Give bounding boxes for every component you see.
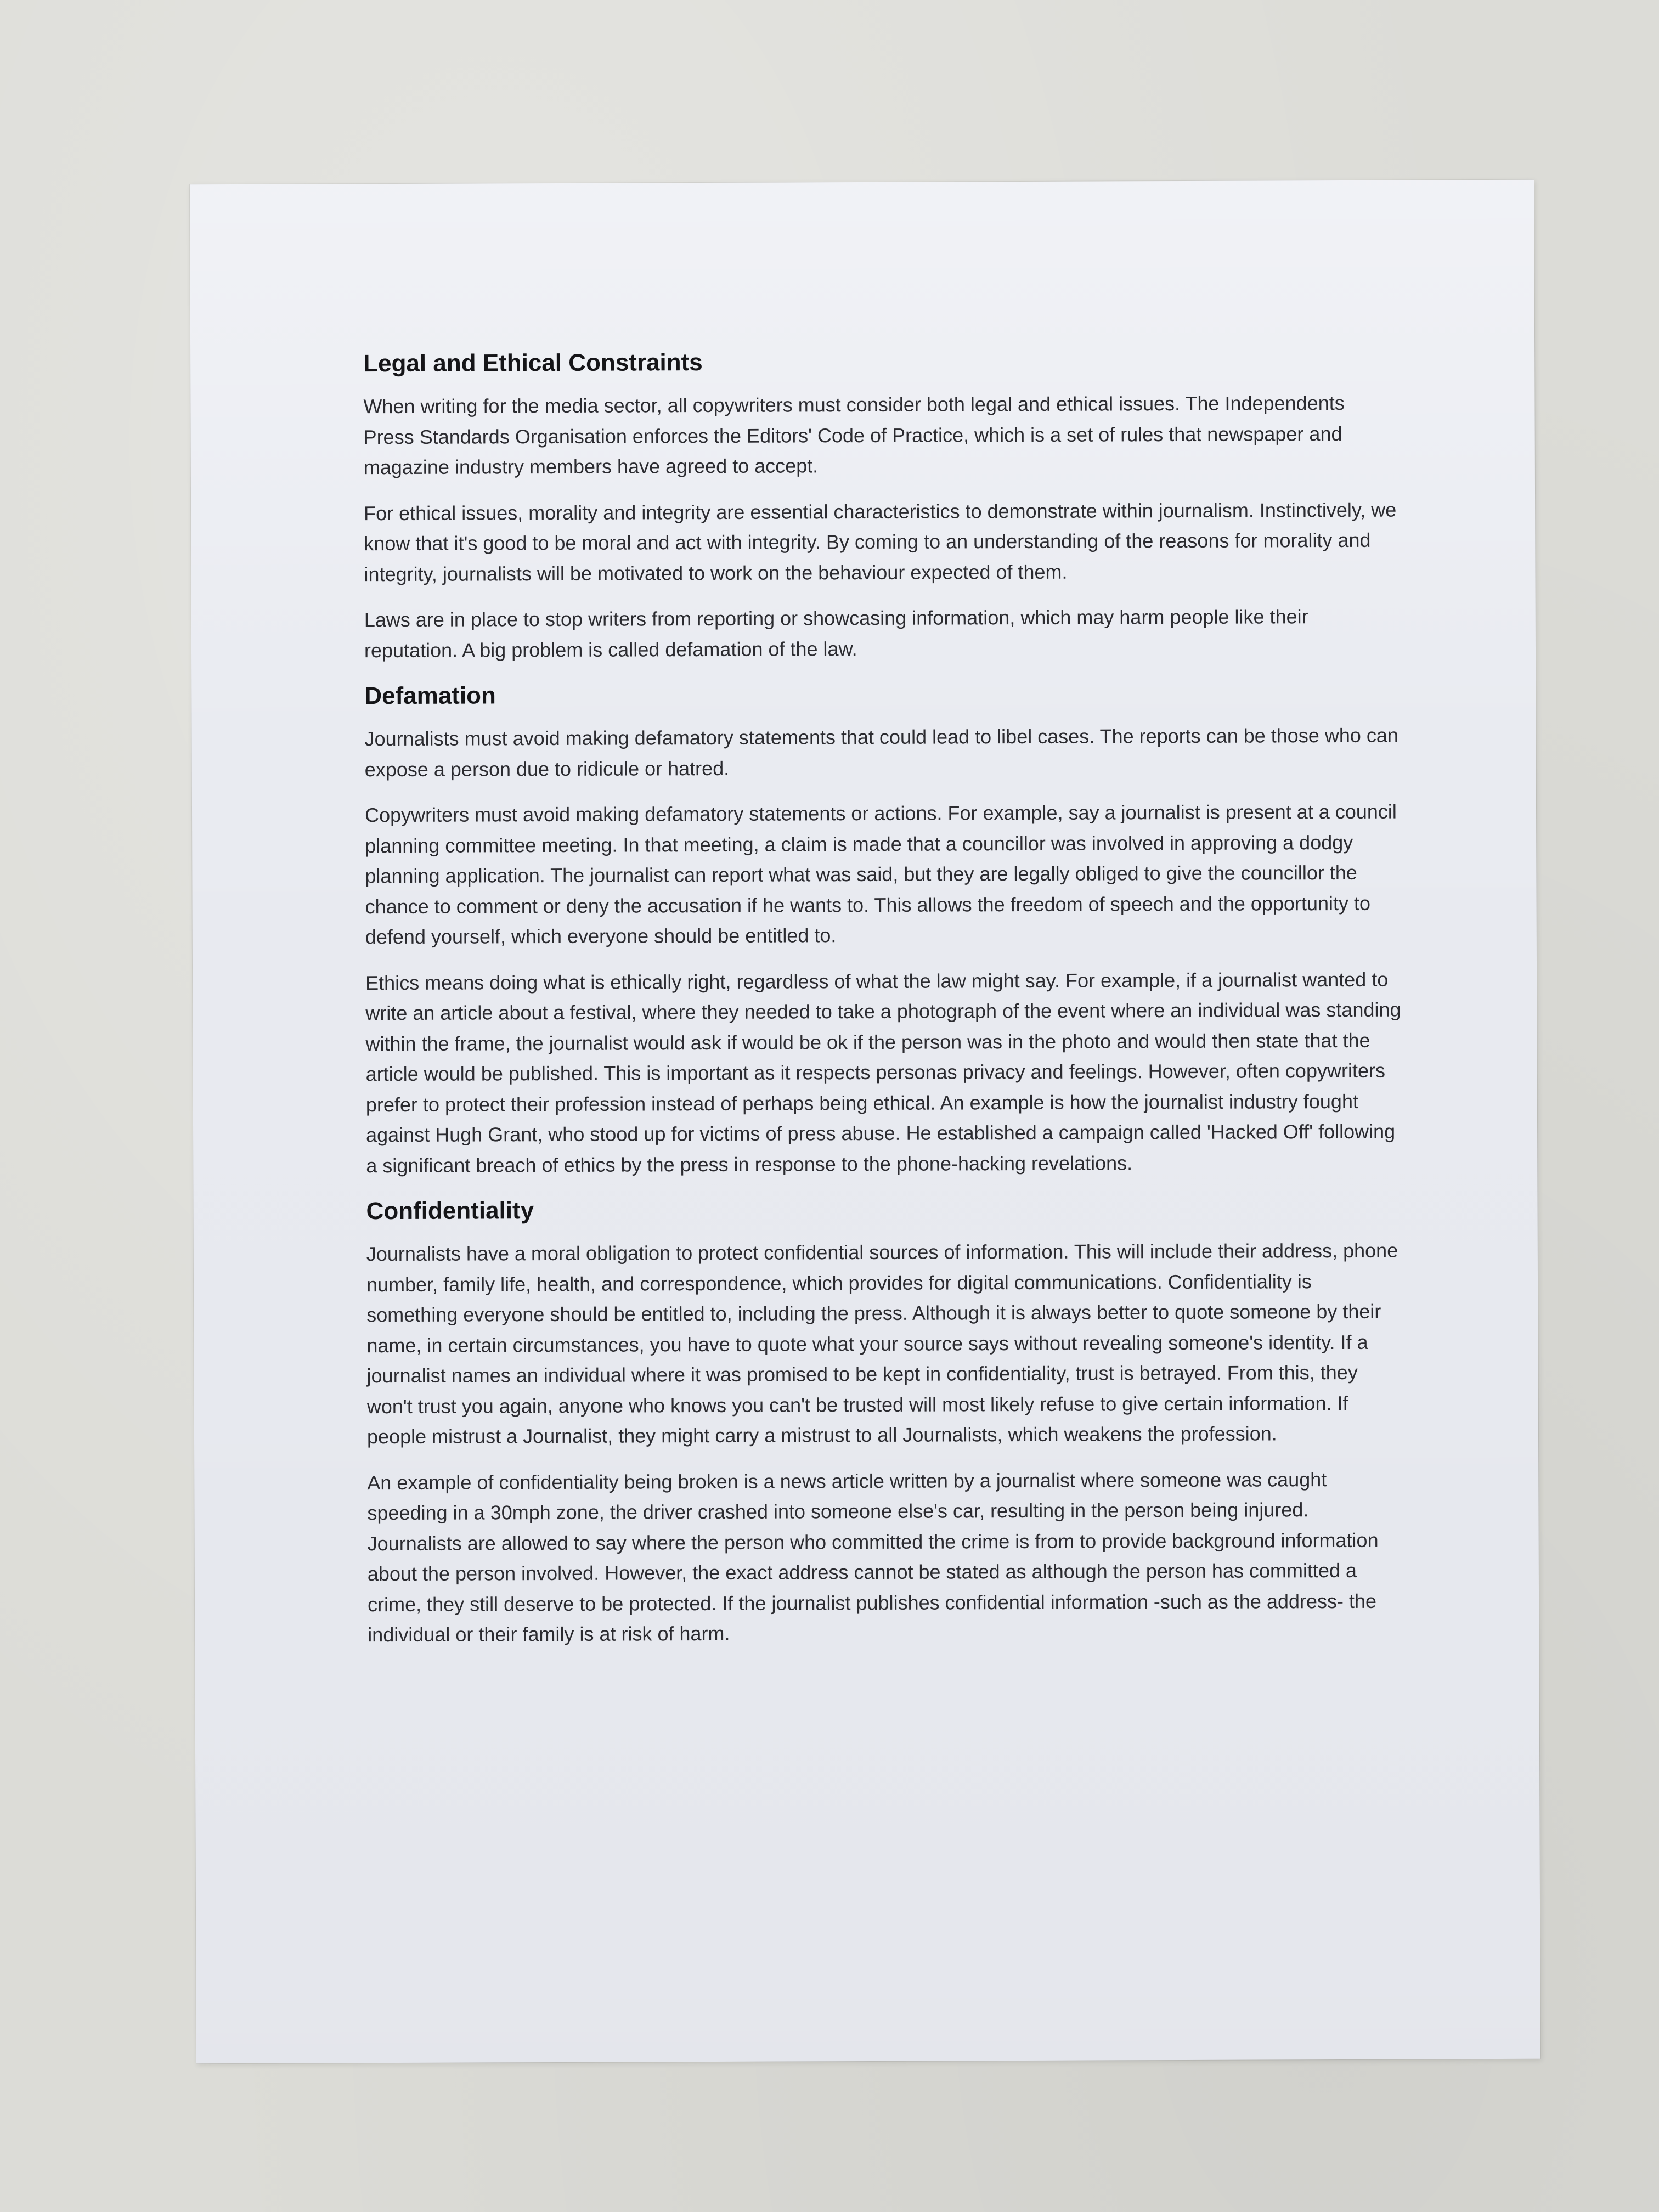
intro-paragraph-3: Laws are in place to stop writers from reporting or showcasing information, which may harm people like their reputation. A big problem is called defamation of the law.: [364, 605, 1308, 662]
intro-paragraph-1: When writing for the media sector, all copywriters must consider both legal and ethical issues. The Independents Press Standards Organisation enforces the Editors' Code of Practice, which is a set of rules that newspaper and magazine industry members have agreed to accept.: [363, 391, 1345, 479]
confidentiality-paragraph-2: An example of confidentiality being broken is a news article written by a journalist where someone was caught speeding in a 30mph zone, the driver crashed into someone else's car, resulting in the person being injured. Journalists are allowed to say where the person who committed the crime is from to provide background information about the person involved. However, the exact address cannot be stated as although the person has committed a crime, they still deserve to be protected. If the journalist publishes confidential information -such as the address- the individual or their family is at risk of harm.: [367, 1468, 1379, 1646]
defamation-paragraph-1: Journalists must avoid making defamatory statements that could lead to libel cases. The reports can be those who can expose a person due to ridicule or hatred.: [364, 724, 1398, 781]
intro-paragraph-2: For ethical issues, morality and integrity are essential characteristics to demonstrate within journalism. Instinctively, we know that it's good to be moral and act with integrity. By coming to an understanding of the reasons for morality and integrity, journalists will be motivated to work on the behaviour expected of them.: [364, 498, 1397, 585]
defamation-paragraph-3: Ethics means doing what is ethically right, regardless of what the law might say. For example, if a journalist wanted to write an article about a festival, where they needed to take a photograph of the event where an individual was standing within the frame, the journalist would ask if would be ok if the person was in the photo and would then state that the article would be published. This is important as it respects personas privacy and feelings. However, often copywriters prefer to protect their profession instead of perhaps being ethical. An example is how the journalist industry fought against Hugh Grant, who stood up for victims of press abuse. He established a campaign called 'Hacked Off' following a significant breach of ethics by the press in response to the phone-hacking revelations.: [365, 968, 1401, 1177]
printed-page: [190, 180, 1541, 2064]
defamation-paragraph-2: Copywriters must avoid making defamatory statements or actions. For example, say a journalist is present at a council planning committee meeting. In that meeting, a claim is made that a councillor was involved in approving a dodgy planning application. The journalist can report what was said, but they are legally obliged to give the councillor the chance to comment or deny the accusation if he wants to. This allows the freedom of speech and the opportunity to defend yourself, which everyone should be entitled to.: [364, 800, 1397, 949]
document-title: Legal and Ethical Constraints: [363, 349, 703, 377]
confidentiality-paragraph-1: Journalists have a moral obligation to protect confidential sources of information. This will include their address, phone number, family life, health, and correspondence, which provides for digital communications. Confidentiality is something everyone should be entitled to, including the press. Although it is always better to quote someone by their name, in certain circumstances, you have to quote what your source says without revealing someone's identity. If a journalist names an individual where it was promised to be kept in confidentiality, trust is betrayed. From this, they won't trust you again, anyone who knows you can't be trusted will most likely refuse to give certain information. If people mistrust a Journalist, they might carry a mistrust to all Journalists, which weakens the profession.: [366, 1239, 1398, 1448]
document-body: [363, 345, 1404, 1666]
defamation-heading: Defamation: [364, 682, 496, 710]
confidentiality-heading: Confidentiality: [366, 1197, 534, 1225]
